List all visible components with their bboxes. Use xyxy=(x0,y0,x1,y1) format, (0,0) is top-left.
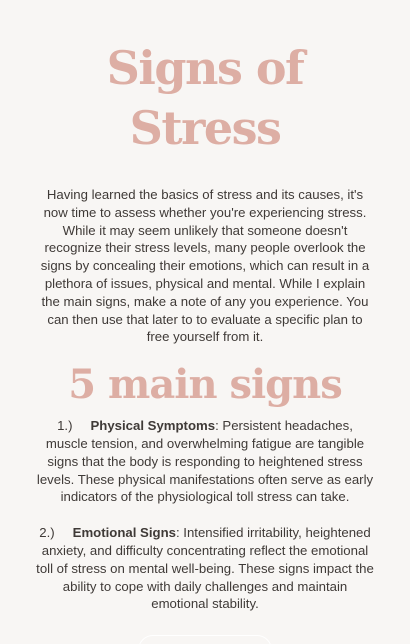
list-item-text: : Persistent headaches, muscle tension, and overwhelming fatigue are tangible signs that the body is responding to heightened stress levels. These physical manifestations often serve as early indicators of the physiological toll stress can take. xyxy=(36,418,374,505)
page-title: Signs of Stress xyxy=(106,41,304,155)
list-item-text: : Intensified irritability, heightened anxiety, and difficulty concentrating reflect the emotional toll of stress on mental well-being. These signs impact the ability to cope with daily challenges and maintain emotional stability. xyxy=(36,525,374,612)
bottom-pill-button[interactable] xyxy=(138,635,272,644)
section-heading: 5 main signs xyxy=(68,361,342,409)
list-item xyxy=(36,417,374,506)
list-item-title: Emotional Signs xyxy=(72,525,176,541)
signs-list xyxy=(36,417,374,613)
list-item-number: 1.) xyxy=(57,418,73,434)
intro-paragraph: Having learned the basics of stress and its causes, it's now time to assess whether you're experiencing stress. While it may seem unlikely that someone doesn't recognize their stress levels, many people overlook the signs by concealing their emotions, which can result in a plethora of issues, physical and mental. While I explain the main signs, make a note of any you experience. You can then use that later to to evaluate a specific plan to free yourself from it. xyxy=(40,187,370,345)
list-item xyxy=(36,524,374,613)
list-item-title: Physical Symptoms xyxy=(90,418,216,434)
list-item-number: 2.) xyxy=(39,525,55,541)
